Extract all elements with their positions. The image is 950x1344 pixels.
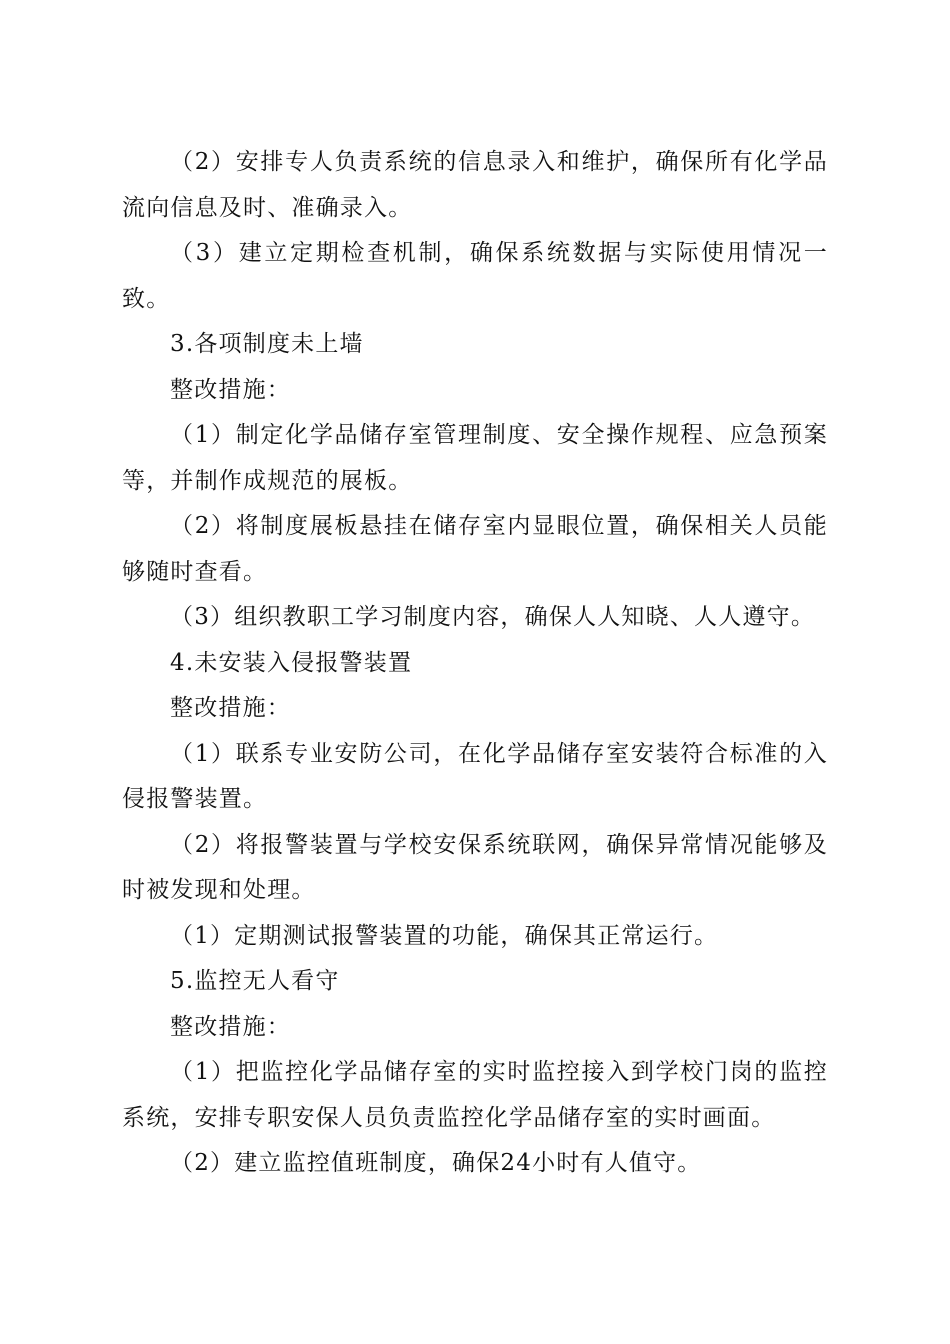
- paragraph: （2）安排专人负责系统的信息录入和维护，确保所有化学品流向信息及时、准确录入。: [122, 149, 828, 221]
- paragraph: （2）将报警装置与学校安保系统联网，确保异常情况能够及时被发现和处理。: [122, 831, 828, 903]
- paragraph: （1）定期测试报警装置的功能，确保其正常运行。: [170, 922, 719, 949]
- section-heading: 5.监控无人看守: [170, 968, 340, 994]
- measures-label: 整改措施：: [170, 695, 291, 721]
- paragraph: （1）联系专业安防公司，在化学品储存室安装符合标准的入侵报警装置。: [122, 740, 828, 812]
- section-heading: 4.未安装入侵报警装置: [170, 649, 413, 676]
- document-body: [122, 140, 828, 1187]
- paragraph: （1）把监控化学品储存室的实时监控接入到学校门岗的监控系统，安排专职安保人员负责监控化学品储存室的实时画面。: [122, 1059, 828, 1131]
- measures-label: 整改措施：: [170, 1013, 291, 1040]
- measures-label: 整改措施：: [170, 376, 291, 403]
- paragraph: （3）组织教职工学习制度内容，确保人人知晓、人人遵守。: [170, 604, 816, 630]
- paragraph: （2）建立监控值班制度，确保24小时有人值守。: [170, 1150, 702, 1176]
- section-heading: 3.各项制度未上墙: [170, 331, 364, 357]
- paragraph: （2）将制度展板悬挂在储存室内显眼位置，确保相关人员能够随时查看。: [122, 513, 828, 585]
- paragraph: （3）建立定期检查机制，确保系统数据与实际使用情况一致。: [122, 240, 828, 312]
- paragraph: （1）制定化学品储存室管理制度、安全操作规程、应急预案等，并制作成规范的展板。: [122, 422, 828, 494]
